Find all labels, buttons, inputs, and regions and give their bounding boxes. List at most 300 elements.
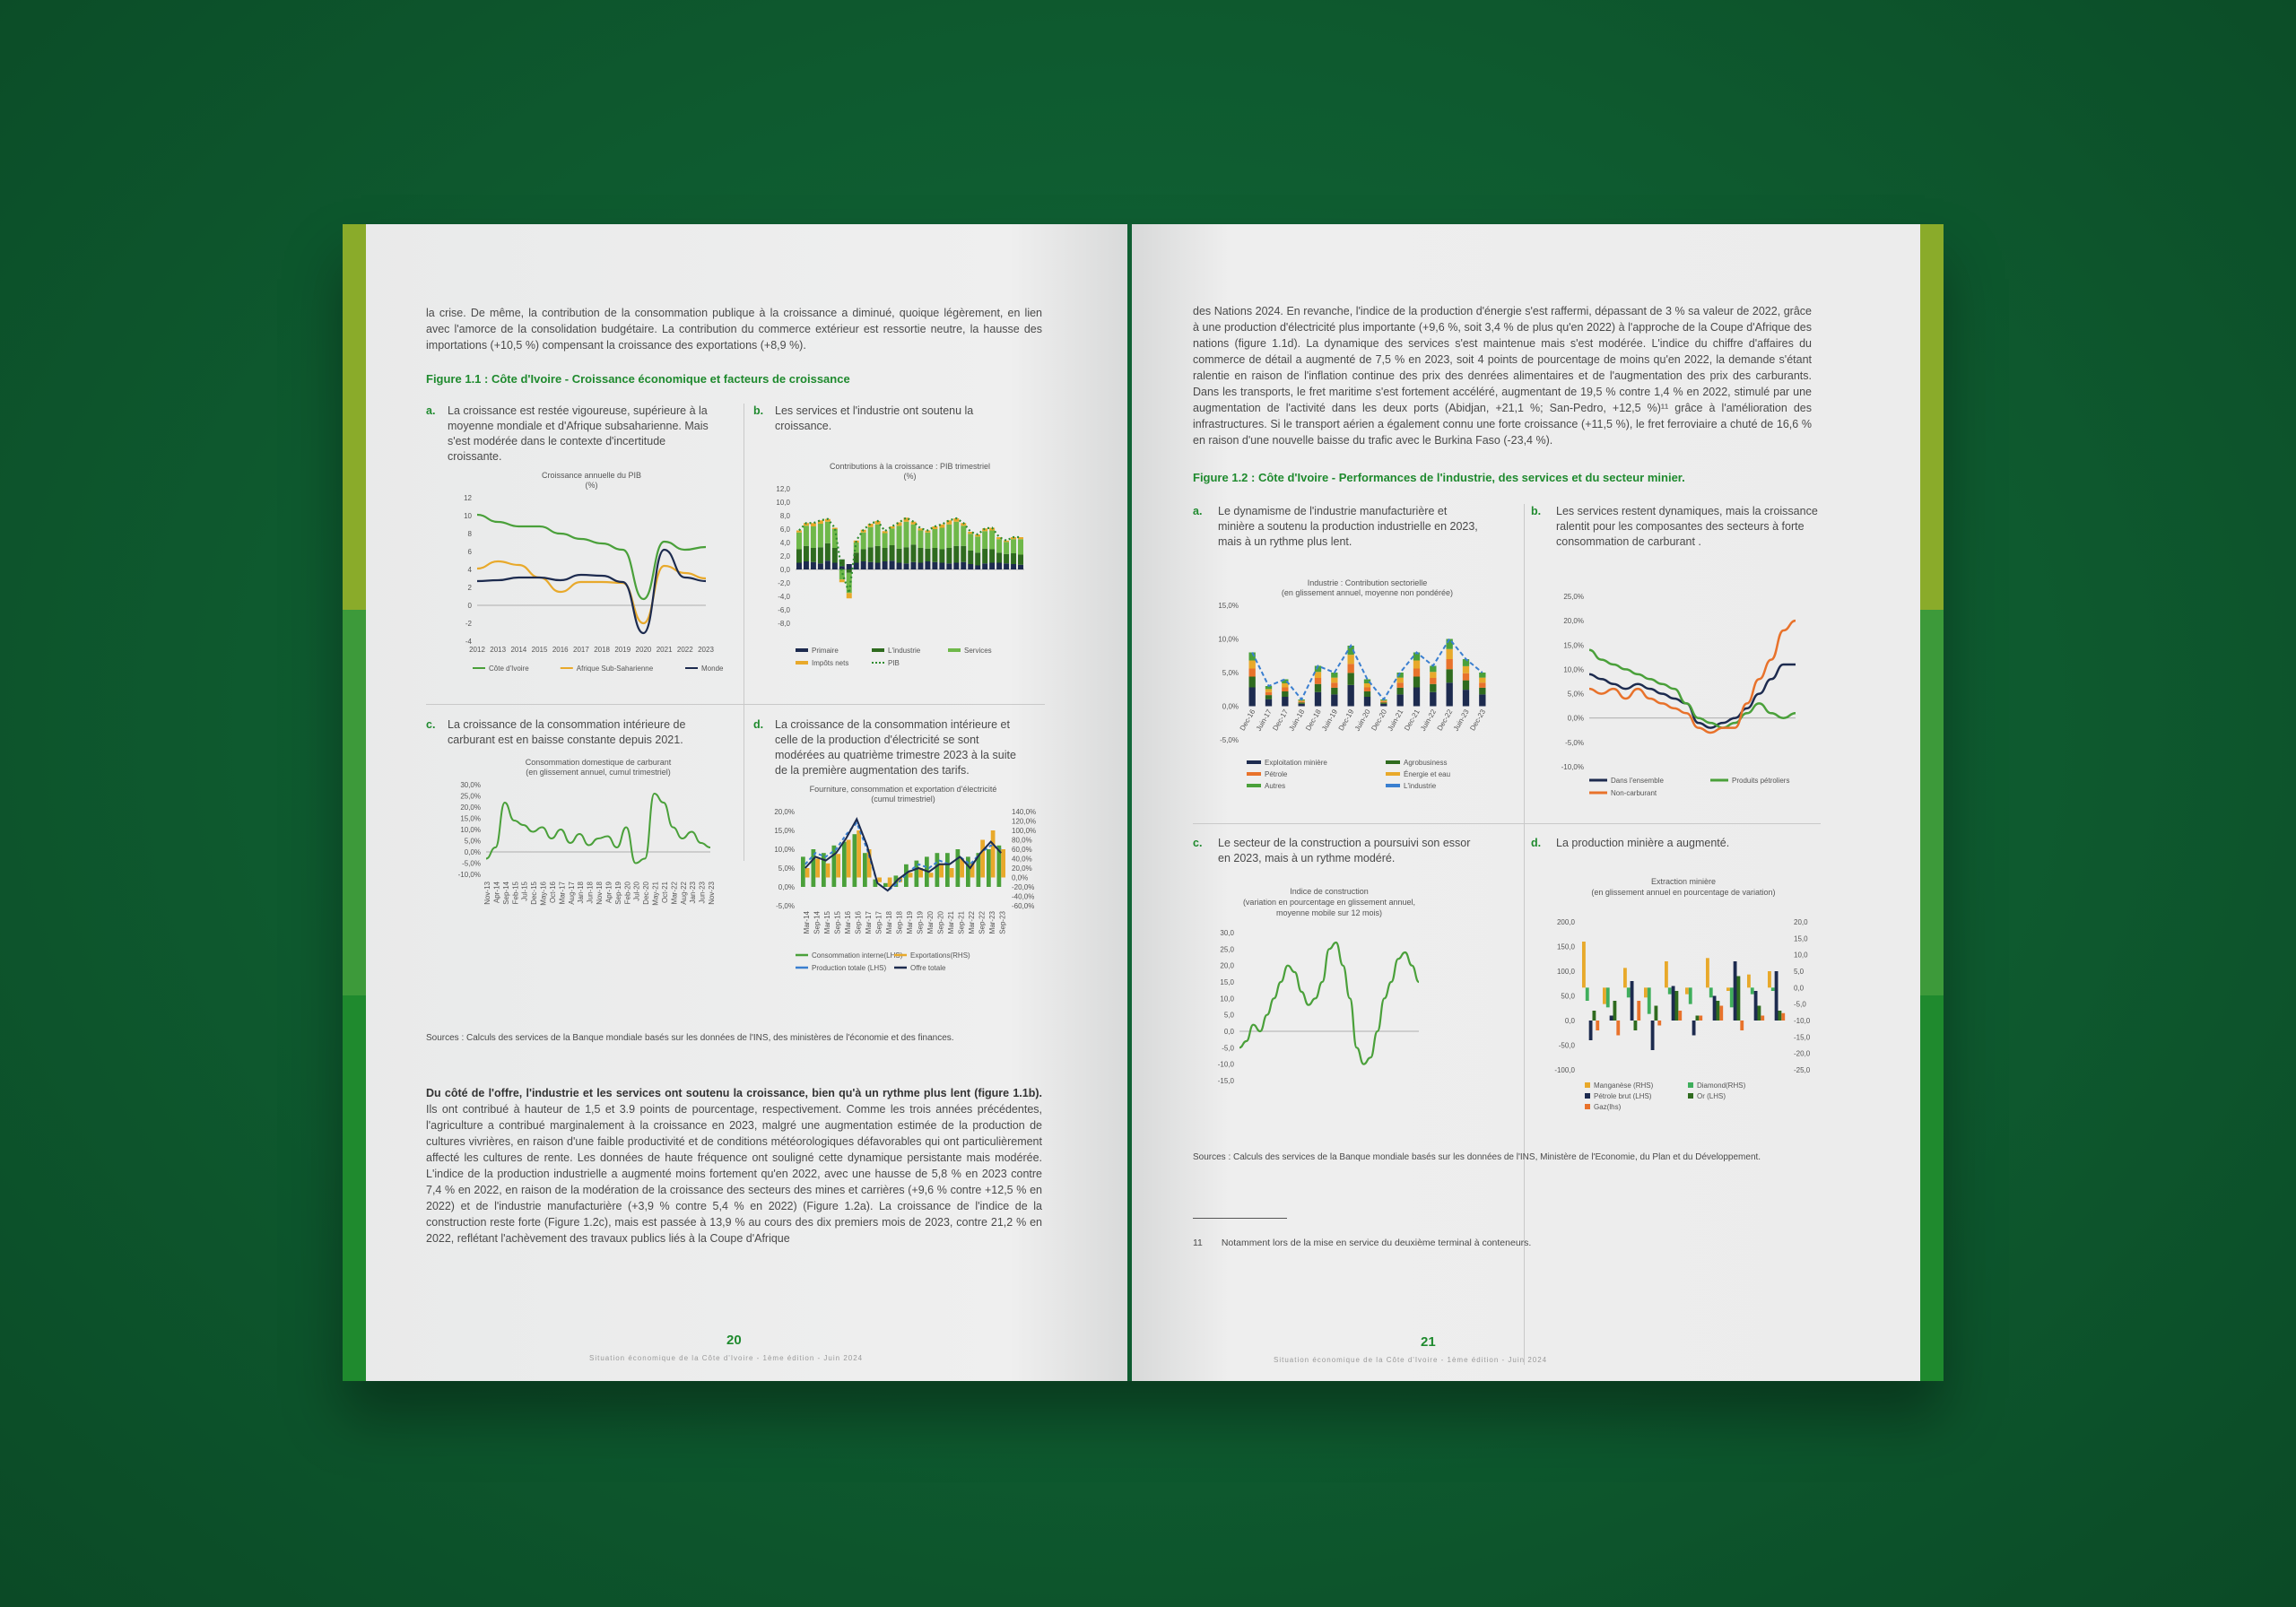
panel-divider-vertical-2	[1524, 504, 1525, 1365]
bar-segment	[918, 563, 923, 570]
panel-d-letter: d.	[753, 718, 764, 731]
bar-segment	[1004, 554, 1009, 564]
y-tick-label: 6	[467, 548, 472, 556]
y-tick-label: 10,0%	[774, 846, 795, 854]
chart-title: Indice de construction	[1290, 887, 1369, 896]
bar-segment	[982, 531, 987, 549]
y-tick-label: 15,0%	[460, 814, 481, 823]
chart-fig11b-svg	[769, 462, 1038, 668]
bar-exportations	[836, 854, 840, 877]
chart-fig12a	[1204, 578, 1509, 803]
bar-exportations	[980, 840, 985, 878]
panel-d-caption	[753, 717, 1031, 778]
y-tick-label: -4	[465, 638, 472, 646]
legend-label: Agrobusiness	[1404, 759, 1448, 767]
bar-segment	[1380, 704, 1387, 707]
bar-segment	[1447, 669, 1453, 682]
bar-segment	[989, 563, 995, 570]
legend-label: Diamond(RHS)	[1697, 1081, 1746, 1090]
panel-b-letter: b.	[753, 404, 764, 417]
chart-title: Industrie : Contribution sectorielle	[1307, 578, 1428, 587]
x-tick-label: Sep-20	[936, 911, 945, 934]
x-tick-label: Aug-17	[567, 882, 576, 905]
x-tick-label: Sep-18	[895, 911, 904, 934]
bar-1	[1709, 987, 1713, 997]
panel-2b-caption	[1531, 504, 1818, 550]
x-tick-label: Dec-17	[1271, 708, 1291, 733]
right-page-number: 21	[1421, 1334, 1436, 1350]
right-sources: Sources : Calculs des services de la Banque mondiale basés sur les données de l'INS, Ministère de l'Economie, du Plan et du Développement.	[1193, 1152, 1761, 1162]
bar-segment	[1397, 678, 1404, 683]
bar-segment	[975, 536, 980, 552]
series-line-indicedeconstruction	[1239, 942, 1419, 1064]
panel-2a-text: Le dynamisme de l'industrie manufacturière et minière a soutenu la production industrielle en 2023, mais à un rythme plus lent.	[1218, 505, 1478, 548]
x-tick-label: Dec-15	[530, 882, 539, 905]
x-tick-label: Oct-21	[660, 882, 669, 904]
bar-segment	[946, 563, 952, 569]
y2-tick-label: 20,0%	[1012, 864, 1032, 873]
bar-exportations	[1001, 849, 1005, 878]
bar-exportations	[815, 859, 820, 878]
left-page-number: 20	[726, 1333, 742, 1348]
x-tick-label: Feb-20	[623, 882, 632, 905]
legend-label: Services	[964, 647, 992, 655]
figure-1-2-title: Figure 1.2 : Côte d'Ivoire - Performances de l'industrie, des services et du secteur minier.	[1193, 471, 1685, 484]
y-tick-label: 0,0	[1564, 1017, 1575, 1025]
bar-segment	[883, 561, 888, 569]
bar-segment	[825, 560, 831, 569]
bar-segment	[1011, 553, 1016, 564]
bar-0	[1582, 942, 1586, 987]
bar-1	[1730, 987, 1734, 1007]
bar-4	[1678, 1011, 1682, 1021]
bar-segment	[918, 531, 923, 549]
y-tick-label: 100,0	[1556, 968, 1575, 976]
bar-2	[1734, 961, 1737, 1021]
bar-segment	[861, 550, 866, 562]
x-tick-label: Mar-15	[822, 911, 831, 934]
x-tick-label: Apr-14	[492, 882, 501, 904]
x-tick-label: Dec-23	[1468, 708, 1488, 733]
x-tick-label: Juin-18	[1287, 708, 1307, 733]
x-tick-label: Aug-22	[679, 882, 688, 905]
y2-tick-label: 0,0	[1794, 984, 1805, 993]
bar-segment	[818, 547, 823, 563]
chart-title: Contributions à la croissance : PIB trimestriel	[829, 462, 991, 471]
y2-tick-label: -25,0	[1794, 1066, 1811, 1074]
chart-fig11d	[769, 785, 1038, 972]
bar-segment	[1282, 691, 1288, 697]
legend-label: Pétrole	[1265, 770, 1288, 778]
panel-2c-letter: c.	[1193, 837, 1203, 849]
bar-segment	[897, 563, 902, 570]
bar-segment	[897, 549, 902, 563]
x-tick-label: Mar-17	[864, 911, 873, 934]
x-tick-label: 2017	[573, 646, 589, 654]
y-tick-label: 0,0	[779, 566, 790, 574]
x-tick-label: 2012	[469, 646, 485, 654]
panel-divider-horizontal-2	[1193, 823, 1821, 824]
bar-segment	[1331, 688, 1337, 695]
chart-fig11a	[450, 471, 724, 691]
x-tick-label: Feb-15	[511, 882, 520, 905]
bar-3	[1613, 1001, 1617, 1021]
bar-segment	[811, 526, 816, 548]
bar-segment	[811, 562, 816, 569]
bar-exportations	[929, 873, 934, 877]
chart-fig12c	[1204, 883, 1473, 1099]
panel-2b-letter: b.	[1531, 505, 1542, 517]
bar-segment	[1413, 688, 1420, 707]
series-line-monde	[477, 550, 706, 633]
bar-0	[1685, 987, 1689, 994]
bar-segment	[1430, 684, 1436, 692]
x-tick-label: Juin-19	[1320, 708, 1340, 733]
bar-segment	[1315, 672, 1321, 678]
bar-segment	[796, 533, 802, 550]
x-tick-label: Dec-20	[1370, 708, 1389, 733]
bar-segment	[961, 546, 966, 562]
footnote-number: 11	[1193, 1238, 1203, 1248]
bar-exportations	[950, 868, 954, 878]
bar-segment	[811, 548, 816, 562]
bar-0	[1665, 961, 1668, 987]
x-tick-label: Mar-16	[843, 911, 852, 934]
legend-swatch	[1688, 1082, 1693, 1088]
bar-segment	[961, 562, 966, 569]
y-tick-label: 15,0%	[1563, 641, 1584, 650]
series-line-consommation	[486, 794, 710, 864]
bar-segment	[1018, 555, 1023, 565]
x-tick-label: Juin-21	[1386, 708, 1405, 733]
y-tick-label: 5,0	[1223, 1011, 1234, 1020]
bar-segment	[1265, 695, 1272, 699]
y-tick-label: 0	[467, 602, 472, 610]
bar-segment	[1265, 692, 1272, 695]
y-tick-label: -15,0	[1217, 1077, 1234, 1085]
bar-segment	[1380, 702, 1387, 704]
panel-2c-caption	[1193, 836, 1480, 866]
bar-segment	[904, 547, 909, 563]
bar-segment	[1413, 669, 1420, 677]
x-tick-label: Apr-19	[604, 882, 613, 904]
y-tick-label: 20,0%	[774, 808, 795, 816]
panel-a-caption	[426, 404, 713, 465]
bar-segment	[1380, 701, 1387, 702]
bar-segment	[1004, 542, 1009, 554]
x-tick-label: Mar-20	[926, 911, 935, 934]
left-color-stripe	[343, 224, 366, 1381]
y-tick-label: -5,0%	[1220, 736, 1239, 744]
bar-segment	[1364, 688, 1370, 692]
bar-segment	[918, 548, 923, 563]
legend-label: Consommation interne(LHS)	[812, 951, 903, 960]
footnote	[1193, 1238, 1531, 1248]
y2-tick-label: -15,0	[1794, 1033, 1811, 1042]
left-intro-text: la crise. De même, la contribution de la consommation publique à la croissance a diminué, quoique légèrement, en lien avec l'amorce de la consolidation budgétaire. La contribution du commerce extérieur est ressortie neutre, la hausse des importations (+10,5 %) compensant la croissance des exportations (+8,9 %).	[426, 307, 1042, 352]
y-tick-label: 200,0	[1556, 918, 1575, 926]
x-tick-label: Dec-22	[1435, 708, 1455, 733]
bar-segment	[1265, 689, 1272, 691]
y-tick-label: 25,0%	[460, 792, 481, 801]
bar-3	[1696, 1016, 1700, 1021]
y2-tick-label: 140,0%	[1012, 808, 1037, 816]
bar-segment	[1463, 681, 1469, 691]
bar-segment	[1282, 697, 1288, 707]
legend-label: L'industrie	[1404, 782, 1437, 790]
x-tick-label: 2015	[531, 646, 548, 654]
bar-segment	[1430, 678, 1436, 684]
bar-1	[1586, 987, 1589, 1001]
y2-tick-label: 120,0%	[1012, 817, 1037, 826]
legend-label: PIB	[888, 659, 900, 667]
bar-segment	[1447, 659, 1453, 669]
y2-tick-label: 5,0	[1794, 968, 1805, 976]
y-tick-label: 30,0	[1220, 929, 1234, 937]
y2-tick-label: 0,0%	[1012, 873, 1029, 882]
y-tick-label: 2	[467, 584, 472, 592]
bar-segment	[1479, 694, 1485, 706]
chart-fig12d	[1544, 877, 1822, 1111]
x-tick-label: Nov-23	[708, 882, 716, 905]
y-tick-label: -5,0	[1222, 1044, 1234, 1053]
bar-4	[1699, 1016, 1702, 1021]
bar-consommation	[935, 853, 940, 887]
bar-segment	[925, 549, 930, 561]
panel-a-text: La croissance est restée vigoureuse, supérieure à la moyenne mondiale et d'Afrique subsaharienne. Mais s'est modérée dans le contexte d'incertitude croissante.	[448, 404, 709, 463]
legend-label: L'industrie	[888, 647, 921, 655]
bar-segment	[939, 563, 944, 570]
bar-4	[1596, 1021, 1599, 1030]
bar-segment	[804, 546, 809, 561]
bar-segment	[911, 525, 917, 545]
y-tick-label: 10,0	[776, 499, 790, 507]
legend-label: Dans l'ensemble	[1611, 777, 1664, 785]
bar-segment	[961, 526, 966, 546]
x-tick-label: Dec-20	[642, 882, 651, 905]
panel-b-caption	[753, 404, 1022, 434]
bar-consommation	[822, 853, 826, 887]
x-tick-label: Mar-21	[946, 911, 955, 934]
y2-tick-label: 40,0%	[1012, 855, 1032, 864]
bar-2	[1589, 1021, 1593, 1040]
y-tick-label: 0,0%	[1567, 714, 1584, 723]
y2-tick-label: -40,0%	[1012, 892, 1035, 901]
bar-1	[1689, 987, 1692, 1003]
bar-segment	[832, 548, 838, 563]
x-tick-label: Sep-21	[957, 911, 966, 934]
y2-tick-label: 60,0%	[1012, 846, 1032, 854]
bar-segment	[975, 552, 980, 565]
bar-segment	[989, 550, 995, 563]
legend-label: Exploitation minière	[1265, 759, 1327, 767]
x-tick-label: 2022	[676, 646, 693, 654]
bar-segment	[968, 551, 973, 564]
left-sources: Sources : Calculs des services de la Banque mondiale basés sur les données de l'INS, des ministères de l'économie et des finances.	[426, 1033, 954, 1043]
x-tick-label: Jul-20	[632, 882, 641, 901]
bar-4	[1781, 1013, 1785, 1021]
x-tick-label: 2014	[510, 646, 527, 654]
bar-segment	[1018, 565, 1023, 569]
y2-tick-label: -20,0%	[1012, 883, 1035, 891]
legend-label: Produits pétroliers	[1732, 777, 1790, 785]
y2-tick-label: 15,0	[1794, 934, 1808, 943]
y-tick-label: 2,0	[779, 552, 790, 560]
panel-c-caption	[426, 717, 713, 748]
bar-segment	[911, 544, 917, 562]
bar-consommation	[883, 883, 888, 887]
x-tick-label: Jun-18	[586, 882, 595, 904]
bar-segment	[953, 522, 959, 546]
bar-segment	[939, 550, 944, 563]
bar-segment	[796, 563, 802, 570]
chart-fig11d-svg	[769, 785, 1038, 972]
bar-segment	[875, 525, 881, 546]
bar-consommation	[842, 842, 847, 887]
bar-segment	[796, 531, 802, 533]
bar-segment	[1249, 661, 1256, 669]
y-tick-label: -8,0	[778, 620, 790, 628]
x-tick-label: Sep-19	[916, 911, 925, 934]
bar-0	[1644, 987, 1648, 997]
x-tick-label: Jan-23	[689, 882, 698, 904]
bar-segment	[1413, 661, 1420, 669]
bar-segment	[982, 563, 987, 569]
legend-swatch	[1585, 1082, 1590, 1088]
chart-fig12b-svg	[1553, 587, 1822, 797]
x-tick-label: Dec-21	[1403, 708, 1422, 733]
right-color-stripe	[1920, 224, 1944, 1381]
legend-label: Impôts nets	[812, 659, 849, 667]
panel-2a-caption	[1193, 504, 1480, 550]
chart-subtitle: (en glissement annuel, cumul trimestriel)	[526, 768, 671, 777]
y-tick-label: -100,0	[1554, 1066, 1575, 1074]
panel-2b-text: Les services restent dynamiques, mais la croissance ralentit pour les composantes des secteurs à forte consommation de carburant .	[1556, 505, 1818, 548]
y-tick-label: 12	[464, 494, 472, 502]
x-tick-label: Dec-16	[1238, 708, 1257, 733]
x-tick-label: Nov-13	[483, 882, 491, 905]
bar-segment	[946, 548, 952, 563]
left-page	[343, 224, 1127, 1381]
y-tick-label: -4,0	[778, 593, 790, 601]
x-tick-label: 2018	[594, 646, 610, 654]
bar-segment	[825, 522, 831, 543]
legend-label: Pétrole brut (LHS)	[1594, 1092, 1652, 1100]
bar-3	[1737, 977, 1741, 1021]
bar-segment	[1282, 688, 1288, 692]
legend-label: Production totale (LHS)	[812, 964, 887, 972]
y-tick-label: 20,0	[1220, 961, 1234, 970]
x-tick-label: Mar-18	[884, 911, 893, 934]
bar-segment	[932, 548, 937, 562]
y-tick-label: 0,0%	[1222, 702, 1239, 711]
legend-label: Côte d'Ivoire	[489, 665, 529, 673]
figure-1-1-title: Figure 1.1 : Côte d'Ivoire - Croissance économique et facteurs de croissance	[426, 372, 850, 386]
chart-fig12c-svg	[1204, 883, 1473, 1094]
x-tick-label: Juin-17	[1254, 708, 1274, 733]
y2-tick-label: -20,0	[1794, 1049, 1811, 1058]
bar-3	[1758, 1006, 1761, 1021]
y2-tick-label: 10,0	[1794, 951, 1808, 960]
bar-1	[1668, 987, 1672, 994]
chart-fig12b	[1553, 587, 1822, 798]
bar-2	[1775, 971, 1779, 1021]
bar-segment	[1249, 669, 1256, 677]
bar-2	[1672, 986, 1675, 1021]
y-tick-label: 10,0%	[1563, 665, 1584, 674]
x-tick-label: 2021	[656, 646, 673, 654]
bar-segment	[996, 552, 1002, 562]
bar-segment	[854, 563, 859, 570]
x-tick-label: 2020	[635, 646, 652, 654]
x-tick-label: 2023	[698, 646, 714, 654]
y2-tick-label: -5,0	[1794, 1000, 1806, 1009]
y-tick-label: 25,0	[1220, 945, 1234, 954]
bar-segment	[868, 562, 874, 569]
y-tick-label: 20,0%	[460, 804, 481, 812]
bar-segment	[953, 546, 959, 563]
panel-2a-letter: a.	[1193, 505, 1203, 517]
panel-c-letter: c.	[426, 718, 436, 731]
y-tick-label: 0,0%	[464, 848, 481, 856]
y-tick-label: 12,0	[776, 485, 790, 493]
bar-exportations	[877, 878, 882, 882]
bar-2	[1754, 991, 1758, 1021]
y-tick-label: 5,0%	[1567, 690, 1584, 699]
x-tick-label: Juin-20	[1352, 708, 1372, 733]
bar-segment	[875, 563, 881, 570]
bar-segment	[890, 528, 895, 545]
legend-label: Manganèse (RHS)	[1594, 1081, 1654, 1090]
bar-3	[1717, 1001, 1720, 1021]
bar-segment	[968, 534, 973, 551]
x-tick-label: Mar-17	[558, 882, 567, 905]
bar-segment	[854, 552, 859, 562]
x-tick-label: Juin-22	[1419, 708, 1439, 733]
bar-2	[1610, 1016, 1613, 1021]
y-tick-label: 50,0	[1561, 992, 1575, 1001]
bar-segment	[839, 579, 845, 582]
panel-a-letter: a.	[426, 404, 436, 417]
legend-label: Énergie et eau	[1404, 770, 1451, 778]
x-tick-label: Sep-19	[613, 882, 622, 905]
y-tick-label: 30,0%	[460, 781, 481, 789]
bar-segment	[1463, 673, 1469, 681]
x-tick-label: Jul-15	[520, 882, 529, 901]
bar-segment	[1430, 692, 1436, 707]
y-tick-label: 15,0	[1220, 978, 1234, 986]
y-tick-label: -2,0	[778, 579, 790, 587]
legend-label: Primaire	[812, 647, 839, 655]
legend-label: Gaz(lhs)	[1594, 1103, 1622, 1111]
bar-segment	[925, 533, 930, 549]
bar-segment	[832, 528, 838, 530]
bar-segment	[1447, 649, 1453, 659]
bar-segment	[825, 543, 831, 561]
left-page-footer: Situation économique de la Côte d'Ivoire - 1ème édition - Juin 2024	[589, 1354, 864, 1362]
bar-consommation	[801, 856, 805, 887]
x-tick-label: Dec-18	[1304, 708, 1323, 733]
right-page-footer: Situation économique de la Côte d'Ivoire - 1ème édition - Juin 2024	[1274, 1356, 1548, 1364]
y-tick-label: -5,0%	[1565, 738, 1584, 747]
bar-segment	[904, 522, 909, 548]
chart-subtitle: (cumul trimestriel)	[871, 795, 935, 804]
left-body-bold-lead: Du côté de l'offre, l'industrie et les services ont soutenu la croissance, bien qu'à un rythme plus lent (figure 1.1b).	[426, 1087, 1042, 1099]
left-body-rest: Ils ont contribué à hauteur de 1,5 et 3.9 points de pourcentage, respectivement. Comme les trois années précédentes, l'agriculture a contribué marginalement à la croissance en 2023, malgré une augmentation estimée de la production de cultures vivrières, en raison d'une faible productivité et de conditions météorologiques défavorables qui ont particulièrement affecté les cultures de rente. Les données de haute fréquence ont souligné cette dynamique persistante mais modérée. L'indice de la production industrielle a augmenté moins fortement qu'en 2022, avec une hausse de 5,8 % en 2023 contre 7,4 % en 2022, en raison de la modération de la croissance des secteurs des mines et carrières (+9,6 % contre +12,5 % en 2022) et de l'industrie manufacturière (+3,9 % contre 5,4 % en 2022) (Figure 1.2a). La croissance de l'indice de la construction reste forte (Figure 1.2c), mais est passée à 13,9 % au cours des dix premiers mois de 2023, contre 21,2 % en 2022, reflétant l'achèvement des travaux publics liés à la Coupe d'Afrique	[426, 1103, 1042, 1245]
bar-segment	[1397, 682, 1404, 688]
y-tick-label: 150,0	[1556, 942, 1575, 951]
bar-segment	[996, 563, 1002, 570]
